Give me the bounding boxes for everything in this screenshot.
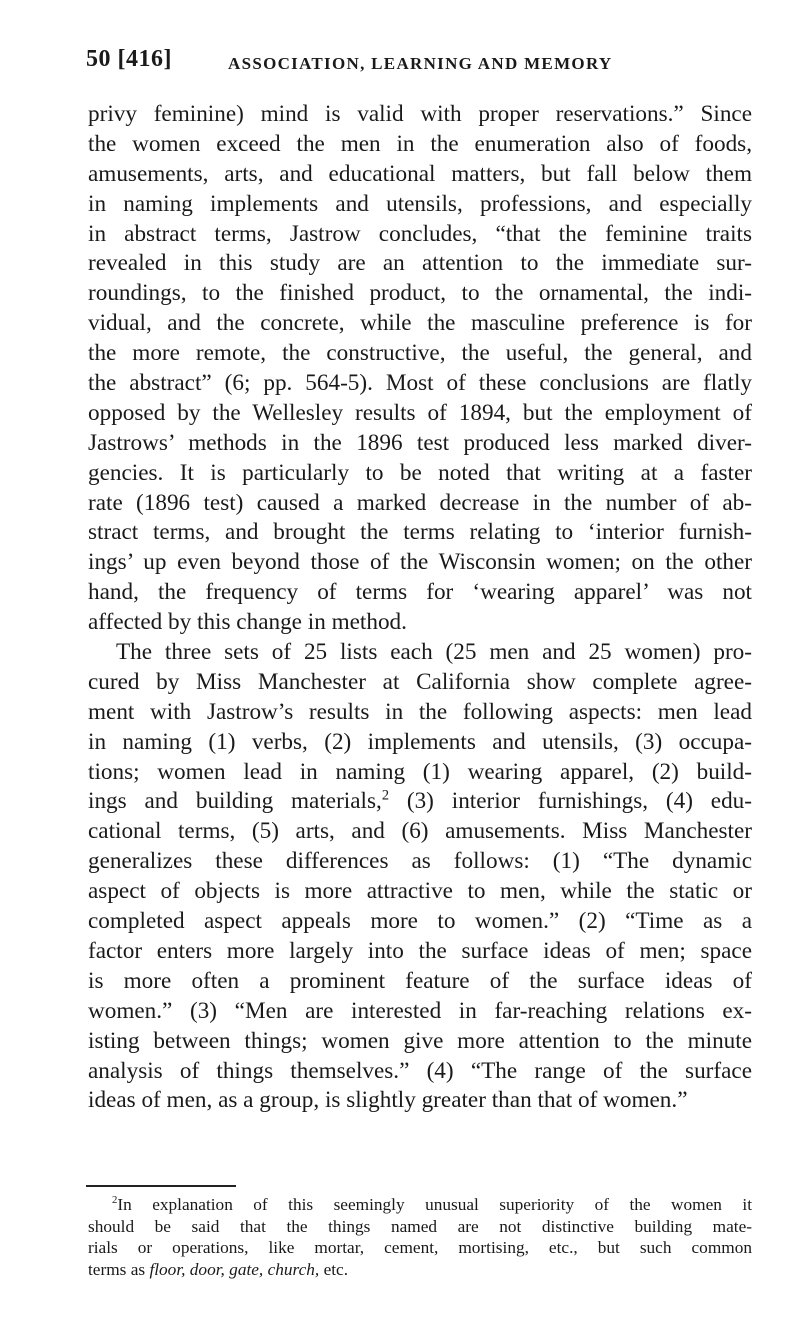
- paragraph-2: [88, 638, 752, 1116]
- text-line: vidual, and the concrete, while the masculine preference is for: [88, 310, 752, 337]
- text-line: gencies. It is particularly to be noted that writing at a faster: [88, 459, 752, 486]
- text-line: completed aspect appeals more to women.” (2) “Time as a: [88, 908, 752, 935]
- text-line: cured by Miss Manchester at California show complete agree-: [88, 668, 752, 695]
- text-line: roundings, to the finished product, to the ornamental, the indi-: [88, 280, 752, 307]
- footnote-line: [88, 1194, 752, 1216]
- text-line: hand, the frequency of terms for ‘wearing apparel’ was not: [88, 579, 752, 606]
- footnote-marker: 2: [112, 1194, 118, 1207]
- text-line: isting between things; women give more attention to the minute: [88, 1027, 752, 1054]
- text-segment: In explanation of this seemingly unusual superiority of the women it: [117, 1195, 752, 1214]
- text-line: opposed by the Wellesley results of 1894, but the employment of: [88, 399, 752, 426]
- page-number: 50 [416]: [86, 46, 172, 72]
- body-text: [88, 100, 752, 1116]
- text-segment: ings and building materials,: [88, 788, 382, 815]
- text-line: women.” (3) “Men are interested in far-reaching relations ex-: [88, 997, 752, 1024]
- text-line: revealed in this study are an attention to the immediate sur-: [88, 250, 752, 277]
- text-line: in naming implements and utensils, professions, and especially: [88, 190, 752, 217]
- text-line: is more often a prominent feature of the surface ideas of: [88, 967, 752, 994]
- text-line: in naming (1) verbs, (2) implements and utensils, (3) occupa-: [88, 728, 752, 755]
- text-line: analysis of things themselves.” (4) “The range of the surface: [88, 1057, 752, 1084]
- text-line: amusements, arts, and educational matters, but fall below them: [88, 160, 752, 187]
- italic-term: church,: [267, 1259, 320, 1279]
- text-line: the abstract” (6; pp. 564-5). Most of these conclusions are flatly: [88, 370, 752, 397]
- footnote-line: rials or operations, like mortar, cement, mortising, etc., but such common: [88, 1238, 752, 1257]
- footnote: [88, 1194, 752, 1280]
- text-line: the more remote, the constructive, the useful, the general, and: [88, 340, 752, 367]
- footnote-divider: [86, 1185, 236, 1187]
- text-line: generalizes these differences as follows: (1) “The dynamic: [88, 848, 752, 875]
- footnote-line: [88, 1259, 752, 1281]
- text-line: stract terms, and brought the terms relating to ‘interior furnish-: [88, 519, 752, 546]
- text-segment: terms as: [88, 1259, 150, 1279]
- italic-term: door,: [189, 1259, 225, 1279]
- text-line: factor enters more largely into the surface ideas of men; space: [88, 937, 752, 964]
- page-header: [86, 46, 746, 86]
- text-line: ment with Jastrow’s results in the following aspects: men lead: [88, 698, 752, 725]
- running-title: ASSOCIATION, LEARNING AND MEMORY: [228, 54, 613, 73]
- text-line: the women exceed the men in the enumeration also of foods,: [88, 130, 752, 157]
- footnote-reference[interactable]: 2: [381, 787, 389, 804]
- text-line: [88, 787, 752, 817]
- text-segment: (3) interior furnishings, (4) edu-: [389, 788, 752, 815]
- paragraph-1: [88, 100, 752, 638]
- text-line: privy feminine) mind is valid with proper reservations.” Since: [88, 101, 752, 127]
- text-line: ideas of men, as a group, is slightly greater than that of women.”: [88, 1087, 688, 1114]
- text-line: tions; women lead in naming (1) wearing apparel, (2) build-: [88, 758, 752, 785]
- text-line: cational terms, (5) arts, and (6) amusements. Miss Manchester: [88, 818, 752, 845]
- text-line: ings’ up even beyond those of the Wisconsin women; on the other: [88, 549, 752, 576]
- footnote-line: should be said that the things named are not distinctive building mate-: [88, 1216, 752, 1236]
- text-line: aspect of objects is more attractive to men, while the static or: [88, 878, 752, 905]
- text-line: Jastrows’ methods in the 1896 test produced less marked diver-: [88, 429, 752, 456]
- italic-term: floor,: [149, 1259, 186, 1279]
- italic-term: gate,: [229, 1259, 264, 1279]
- text-line: The three sets of 25 lists each (25 men and 25 women) pro-: [116, 639, 752, 666]
- text-segment: etc.: [319, 1259, 349, 1279]
- text-line: affected by this change in method.: [88, 609, 407, 636]
- text-line: in abstract terms, Jastrow concludes, “that the feminine traits: [88, 220, 752, 247]
- text-line: rate (1896 test) caused a marked decrease in the number of ab-: [88, 489, 752, 516]
